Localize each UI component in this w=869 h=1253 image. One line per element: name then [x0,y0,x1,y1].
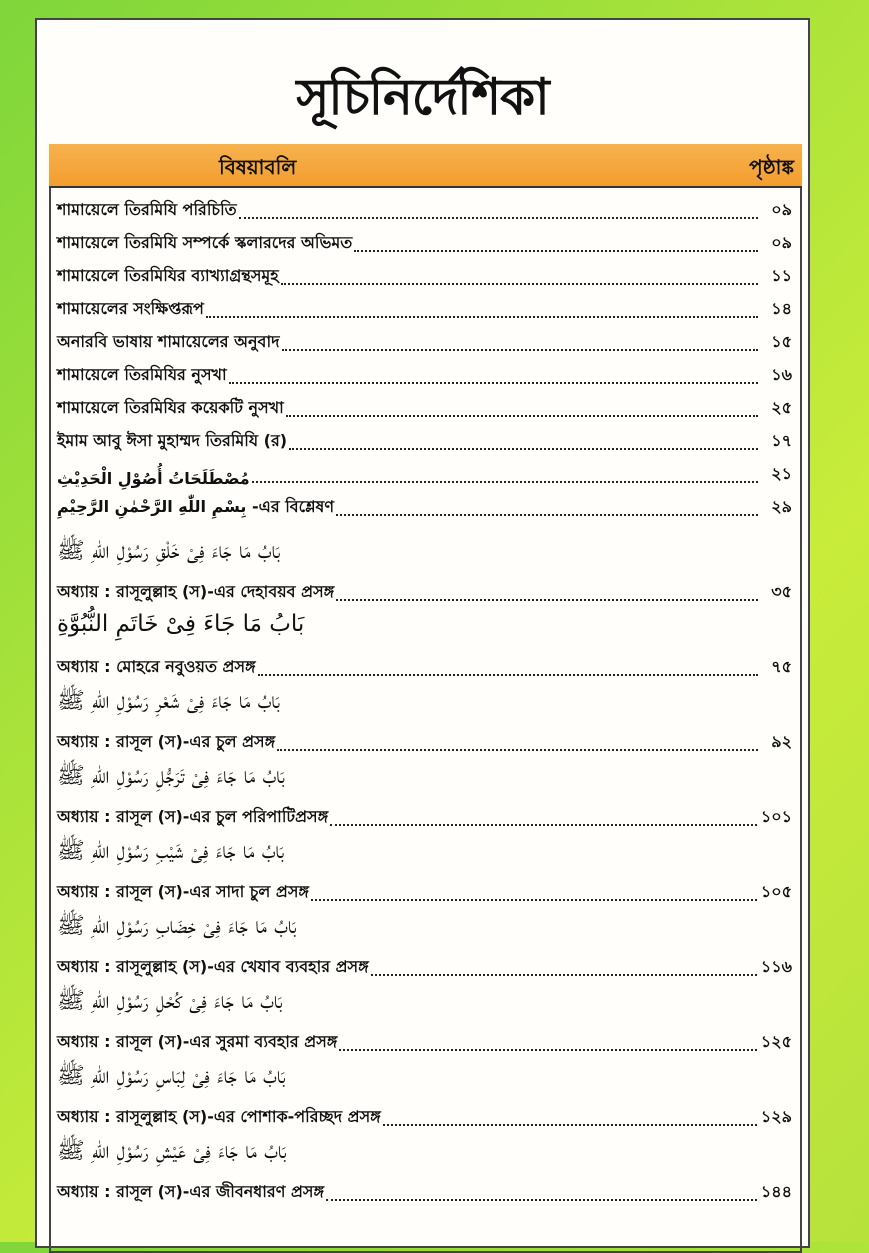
entry-title: অধ্যায় : রাসূল (স)-এর চুল প্রসঙ্গ [57,732,276,751]
chapter-entry [57,1030,792,1056]
chapter-entry [57,655,792,681]
toc-entry [57,198,792,224]
entry-title: অধ্যায় : মোহরে নবুওয়ত প্রসঙ্গ [57,657,256,676]
toc-entry [57,429,792,455]
leader-dots [277,749,758,751]
chapter-entry [57,1180,792,1206]
page-number: ১২৫ [760,1032,792,1051]
toc-page [35,18,810,1248]
toc-entry [57,264,792,290]
entry-title: শামায়েলের সংক্ষিপ্তরূপ [57,299,204,318]
chapter-arabic-title: بَابُ مَا جَاءَ فِىْ تَرَجُّلِ رَسُوْلِ اللّٰهِ ﷺ [57,763,285,789]
page-number: ২১ [771,464,792,483]
page-number: ২৯ [771,497,792,516]
chapter-arabic-title: بَابُ مَا جَاءَ فِىْ خِضَابِ رَسُوْلِ اللّٰهِ ﷺ [57,913,297,939]
leader-dots [281,283,758,285]
chapter-entry [57,1105,792,1131]
entry-title: শামায়েলে তিরমিযির কয়েকটি নুসখা [57,398,284,417]
page-number: ১৪৪ [760,1182,792,1201]
entry-title: শামায়েলে তিরমিযি পরিচিতি [57,200,237,219]
page-number: ১০১ [760,807,792,826]
page-number: ২৫ [771,398,792,417]
leader-dots [282,349,759,351]
leader-dots [286,415,758,417]
toc-entry [57,231,792,257]
page-number: ১৬ [771,365,792,384]
toc-entry [57,495,792,521]
page-number: ৭৫ [771,657,792,676]
toc-entry [57,462,792,488]
page-number: ১১ [771,266,792,285]
leader-dots [252,481,758,483]
leader-dots [289,448,758,450]
page-number: ৩৫ [771,582,792,601]
entry-title: অধ্যায় : রাসূল (স)-এর জীবনধারণ প্রসঙ্গ [57,1182,325,1201]
leader-dots [206,316,758,318]
entry-title: শামায়েলে তিরমিযি সম্পর্কে স্কলারদের অভিমত [57,233,353,252]
leader-dots [383,1124,757,1126]
page-number: ১৫ [771,332,792,351]
entry-title: শামায়েলে তিরমিযির নুসখা [57,365,227,384]
page-number: ১১৬ [760,957,792,976]
leader-dots [326,1199,757,1201]
entry-title: অধ্যায় : রাসূলুল্লাহ (স)-এর পোশাক-পরিচ্ছদ প্রসঙ্গ [57,1107,381,1126]
page-number: ১৭ [771,431,792,450]
chapter-entry [57,805,792,831]
chapter-entry [57,730,792,756]
entry-title: অনারবি ভাষায় শামায়েলের অনুবাদ [57,332,280,351]
entry-title: ইমাম আবু ঈসা মুহাম্মদ তিরমিযি (র) [57,431,288,450]
toc-entry [57,363,792,389]
chapter-arabic-title: بَابُ مَا جَاءَ فِىْ كُحْلِ رَسُوْلِ اللّٰهِ ﷺ [57,988,283,1014]
header-subject: বিষয়াবলি [219,155,297,179]
page-number: ১৪ [771,299,792,318]
chapter-entry [57,955,792,981]
toc-entry [57,396,792,422]
header-page: পৃষ্ঠাঙ্ক [749,155,794,179]
entry-title: مُصْطَلَحَاتُ أُصُوْلِ الْحَدِيْثِ [57,469,250,488]
leader-dots [339,1049,756,1051]
entry-title: بِسْمِ اللّٰهِ الرَّحْمٰنِ الرَّحِيْمِ -এর বিশ্লেষণ [57,497,335,516]
leader-dots [258,674,758,676]
entry-title: অধ্যায় : রাসূল (স)-এর সাদা চুল প্রসঙ্গ [57,882,310,901]
page-number: ১০৫ [760,882,792,901]
toc-entry [57,297,792,323]
leader-dots [336,599,758,601]
chapter-arabic-title: بَابُ مَا جَاءَ فِىْ خَلْقِ رَسُوْلِ اللّٰهِ ﷺ [57,538,281,564]
leader-dots [336,514,758,516]
leader-dots [229,382,758,384]
entry-title: অধ্যায় : রাসূল (স)-এর চুল পরিপাটিপ্রসঙ্গ [57,807,329,826]
chapter-arabic-title: بَابُ مَا جَاءَ فِىْ خَاتَمِ النُّبُوَّةِ [57,611,305,637]
chapter-arabic-title: بَابُ مَا جَاءَ فِىْ شَيْبِ رَسُوْلِ اللّٰهِ ﷺ [57,838,285,864]
page-title: সূচিনির্দেশিকা [296,68,549,126]
page-number: ১২৯ [760,1107,792,1126]
page-number: ০৯ [771,233,792,252]
entry-title: অধ্যায় : রাসূলুল্লাহ (স)-এর খেযাব ব্যবহার প্রসঙ্গ [57,957,369,976]
chapter-arabic-title: بَابُ مَا جَاءَ فِىْ شَعْرِ رَسُوْلِ اللّٰهِ ﷺ [57,688,281,714]
entry-title: অধ্যায় : রাসূলুল্লাহ (স)-এর দেহাবয়ব প্রসঙ্গ [57,582,335,601]
chapter-arabic-title: بَابُ مَا جَاءَ فِىْ عَيْشِ رَسُوْلِ اللّٰهِ ﷺ [57,1138,287,1164]
chapter-arabic-title: بَابُ مَا جَاءَ فِىْ لِبَاسِ رَسُوْلِ اللّٰهِ ﷺ [57,1063,286,1089]
leader-dots [371,974,757,976]
leader-dots [354,250,758,252]
page-number: ৯২ [771,732,792,751]
leader-dots [330,824,757,826]
leader-dots [311,899,757,901]
page-number: ০৯ [771,200,792,219]
chapter-entry [57,880,792,906]
entry-title: অধ্যায় : রাসূল (স)-এর সুরমা ব্যবহার প্রসঙ্গ [57,1032,338,1051]
chapter-entry [57,580,792,606]
entry-title: শামায়েলে তিরমিযির ব্যাখ্যাগ্রন্থসমূহ [57,266,279,285]
leader-dots [239,217,758,219]
toc-entry [57,330,792,356]
table-header [49,144,802,188]
